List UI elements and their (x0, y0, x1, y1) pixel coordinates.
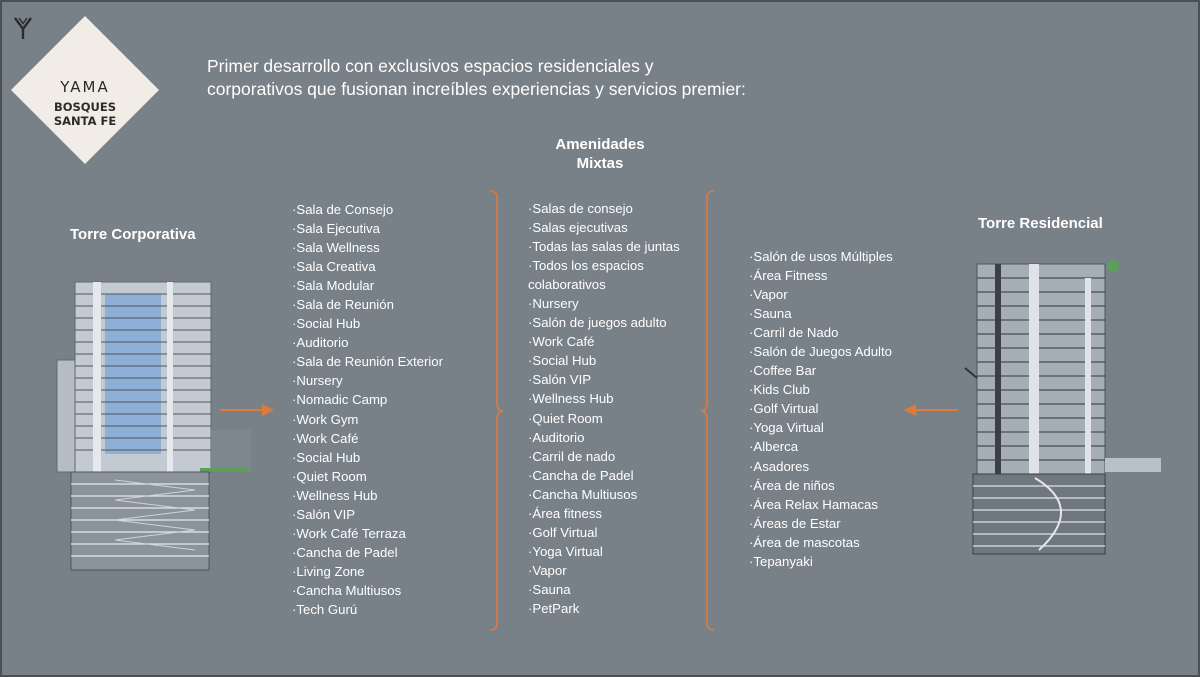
mixed-amenity-item: ·Nursery (528, 296, 579, 312)
residential-amenity-item: ·Salón de Juegos Adulto (749, 344, 892, 360)
residential-amenity-item: ·Sauna (749, 306, 792, 322)
mixed-amenity-item: ·Salón de juegos adulto (528, 315, 667, 331)
brand-subtitle-line1: BOSQUES (53, 100, 117, 114)
mixed-amenity-item: ·Cancha de Padel (528, 467, 634, 483)
bracket-right (700, 190, 716, 632)
mixed-amenity-item: ·Todos los espacios colaborativos (528, 258, 644, 293)
corporate-amenity-item: ·Sala de Consejo (292, 202, 394, 217)
brand-subtitle (11, 100, 159, 128)
mixed-amenity-item: ·Cancha Multiusos (528, 486, 638, 502)
residential-amenity-item: ·Alberca (749, 439, 799, 455)
arrow-right-icon (220, 403, 276, 417)
corporate-tower-title: Torre Corporativa (70, 226, 196, 243)
residential-tower-illustration (955, 258, 1165, 558)
residential-amenity-item: ·Área Relax Hamacas (749, 496, 878, 512)
residential-amenity-item: ·Área de mascotas (749, 534, 860, 550)
mixed-amenity-item: ·Work Café (528, 334, 595, 350)
mixed-amenity-item: ·Salas de consejo (528, 201, 633, 216)
mixed-amenity-item: ·Salas ejecutivas (528, 220, 628, 236)
corporate-amenity-item: ·Sala Modular (292, 278, 375, 294)
corporate-tower-illustration (55, 280, 255, 572)
residential-amenity-item: ·Golf Virtual (749, 401, 819, 417)
residential-tower-title: Torre Residencial (978, 215, 1103, 232)
mixed-amenities-list (528, 199, 698, 618)
brand-subtitle-line2: SANTA FE (53, 114, 117, 128)
residential-amenity-item: ·Asadores (749, 458, 810, 474)
corporate-amenities-list (292, 200, 443, 619)
corporate-amenity-item: ·Nomadic Camp (292, 392, 388, 408)
residential-amenity-item: ·Área de niños (749, 477, 835, 493)
residential-amenities-list (749, 247, 893, 571)
mixed-amenity-item: ·Quiet Room (528, 410, 603, 426)
residential-amenity-item: ·Salón de usos Múltiples (749, 249, 893, 264)
corporate-amenity-item: ·Auditorio (292, 335, 349, 351)
mixed-amenity-item: ·Todas las salas de juntas (528, 239, 680, 255)
residential-amenity-item: ·Tepanyaki (749, 553, 813, 569)
brand-name: YAMA (60, 78, 110, 96)
corporate-amenity-item: ·Sala de Reunión (292, 297, 394, 313)
corporate-amenity-item: ·Sala Ejecutiva (292, 221, 380, 237)
corporate-amenity-item: ·Salón VIP (292, 506, 356, 522)
yama-logo-icon (11, 16, 35, 40)
residential-amenity-item: ·Yoga Virtual (749, 420, 824, 436)
residential-amenity-item: ·Vapor (749, 287, 788, 303)
mixed-amenity-item: ·Sauna (528, 581, 571, 597)
mixed-amenity-item: ·Vapor (528, 562, 567, 578)
mixed-amenity-item: ·Wellness Hub (528, 391, 614, 407)
intro-line-1: Primer desarrollo con exclusivos espacios residenciales y (207, 56, 654, 76)
corporate-amenity-item: ·Social Hub (292, 449, 361, 465)
corporate-amenity-item: ·Work Café (292, 430, 359, 446)
brand-logo (11, 16, 159, 164)
corporate-amenity-item: ·Wellness Hub (292, 487, 378, 503)
residential-amenity-item: ·Área Fitness (749, 268, 828, 284)
mixed-amenity-item: ·Social Hub (528, 353, 597, 369)
corporate-amenity-item: ·Nursery (292, 373, 343, 389)
residential-amenity-item: ·Coffee Bar (749, 363, 817, 379)
bracket-left (488, 190, 504, 632)
residential-amenity-item: ·Áreas de Estar (749, 515, 841, 531)
residential-amenity-item: ·Kids Club (749, 382, 810, 398)
corporate-amenity-item: ·Quiet Room (292, 468, 367, 484)
mixed-title-line1: Amenidades (555, 136, 645, 153)
mixed-amenity-item: ·PetPark (528, 600, 580, 616)
intro-line-2: corporativos que fusionan increíbles experiencias y servicios premier: (207, 79, 746, 99)
corporate-amenity-item: ·Work Café Terraza (292, 525, 406, 541)
mixed-amenities-title (530, 135, 670, 173)
mixed-amenity-item: ·Golf Virtual (528, 524, 598, 540)
corporate-amenity-item: ·Sala Creativa (292, 259, 376, 275)
mixed-amenity-item: ·Auditorio (528, 429, 585, 445)
arrow-left-icon (902, 403, 958, 417)
mixed-amenity-item: ·Carril de nado (528, 448, 616, 464)
mixed-amenity-item: ·Salón VIP (528, 372, 592, 388)
corporate-amenity-item: ·Tech Gurú (292, 601, 358, 617)
corporate-amenity-item: ·Sala Wellness (292, 240, 380, 256)
corporate-amenity-item: ·Living Zone (292, 563, 365, 579)
mixed-amenity-item: ·Área fitness (528, 505, 603, 521)
corporate-amenity-item: ·Cancha Multiusos (292, 582, 402, 598)
corporate-amenity-item: ·Sala de Reunión Exterior (292, 354, 444, 370)
intro-text (207, 55, 907, 101)
corporate-amenity-item: ·Work Gym (292, 411, 359, 427)
mixed-title-line2: Mixtas (576, 155, 624, 172)
corporate-amenity-item: ·Social Hub (292, 316, 361, 332)
residential-amenity-item: ·Carril de Nado (749, 325, 839, 341)
mixed-amenity-item: ·Yoga Virtual (528, 543, 603, 559)
corporate-amenity-item: ·Cancha de Padel (292, 544, 398, 560)
